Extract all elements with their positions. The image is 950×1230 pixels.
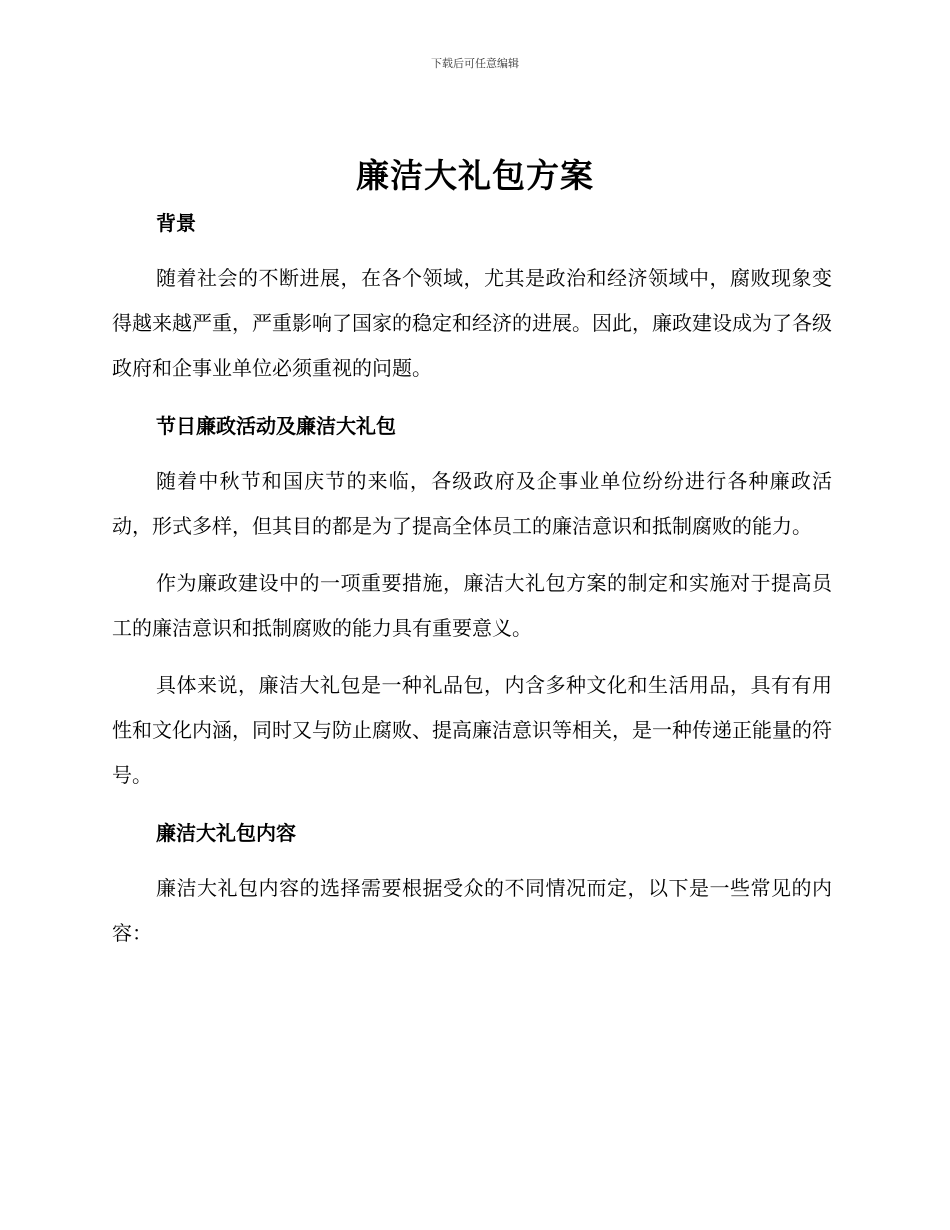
section-heading: 背景	[156, 211, 196, 235]
paragraph: 作为廉政建设中的一项重要措施，廉洁大礼包方案的制定和实施对于提高员工的廉洁意识和抵制腐败的能力具有重要意义。	[112, 571, 832, 640]
section-heading: 节日廉政活动及廉洁大礼包	[156, 414, 396, 438]
paragraph: 随着中秋节和国庆节的来临，各级政府及企事业单位纷纷进行各种廉政活动，形式多样，但其目的都是为了提高全体员工的廉洁意识和抵制腐败的能力。	[112, 469, 832, 538]
header-note: 下载后可任意编辑	[431, 57, 519, 70]
paragraph: 廉洁大礼包内容的选择需要根据受众的不同情况而定，以下是一些常见的内容：	[112, 876, 832, 945]
document-body	[112, 202, 832, 956]
section-holiday-activities	[112, 405, 832, 798]
paragraph: 随着社会的不断进展，在各个领域，尤其是政治和经济领域中，腐败现象变得越来越严重，严重影响了国家的稳定和经济的进展。因此，廉政建设成为了各级政府和企事业单位必须重视的问题。	[112, 266, 832, 380]
document-title: 廉洁大礼包方案	[356, 156, 594, 195]
section-background	[112, 202, 832, 391]
section-gift-contents	[112, 812, 832, 956]
section-heading: 廉洁大礼包内容	[156, 821, 296, 845]
paragraph: 具体来说，廉洁大礼包是一种礼品包，内含多种文化和生活用品，具有有用性和文化内涵，同时又与防止腐败、提高廉洁意识等相关，是一种传递正能量的符号。	[112, 673, 832, 787]
